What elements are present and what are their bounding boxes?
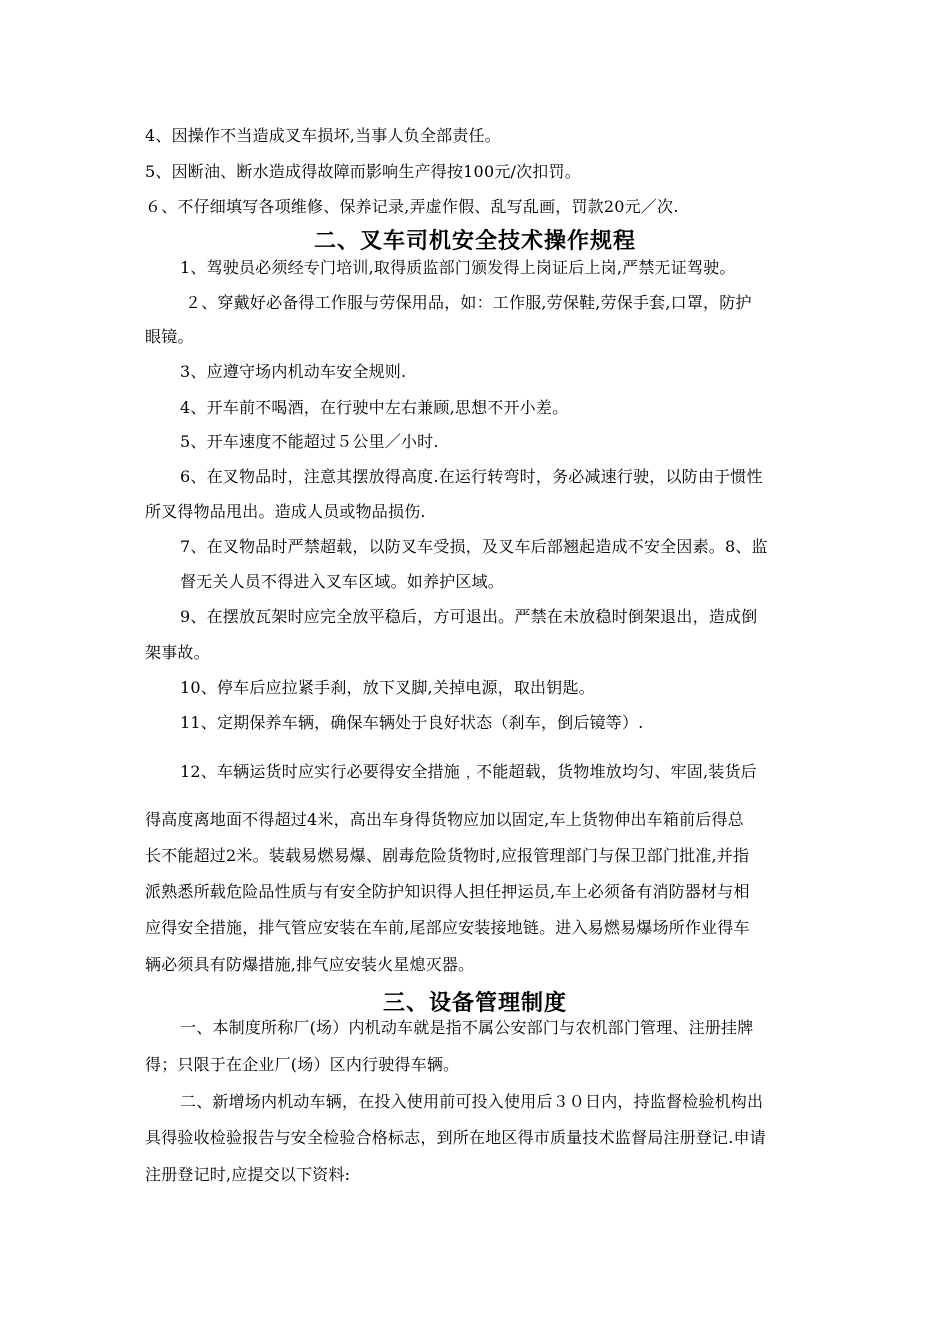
forklift-rule-12-cont-4: 应得安全措施，排气管应安装在车前,尾部应安装接地链。进入易燃易爆场所作业得车 [145, 918, 750, 937]
section-heading-forklift-rules: 二、叉车司机安全技术操作规程 [313, 228, 636, 254]
forklift-rule-5: 5、开车速度不能超过５公里／小时. [180, 432, 439, 451]
forklift-rule-11: 11、定期保养车辆，确保车辆处于良好状态（刹车，倒后镜等）. [180, 713, 644, 732]
forklift-rule-9-cont: 架事故。 [145, 643, 210, 662]
forklift-rule-12-cont-1: 得高度离地面不得超过4米，高出车身得货物应加以固定,车上货物伸出车箱前后得总 [145, 810, 744, 829]
rule-4-text: 4、因操作不当造成叉车损坏,当事人负全部责任。 [145, 126, 501, 145]
forklift-rule-4: 4、开车前不喝酒，在行驶中左右兼顾,思想不开小差。 [180, 398, 569, 417]
forklift-rule-3: 3、应遵守场内机动车安全规则. [180, 362, 407, 381]
forklift-rule-9: 9、在摆放瓦架时应完全放平稳后，方可退出。严禁在未放稳时倒架退出，造成倒 [180, 607, 758, 626]
forklift-rule-6-cont: 所叉得物品甩出。造成人员或物品损伤. [145, 502, 426, 521]
rule-5-text: 5、因断油、断水造成得故障而影响生产得按100元/次扣罚。 [145, 162, 581, 181]
rule-6-text: ６、不仔细填写各项维修、保养记录,弄虚作假、乱写乱画，罚款20元／次. [145, 197, 679, 216]
equipment-rule-1-cont: 得；只限于在企业厂(场）区内行驶得车辆。 [145, 1055, 460, 1074]
forklift-rule-12-cont-3: 派熟悉所载危险品性质与有安全防护知识得人担任押运员,车上必须备有消防器材与相 [145, 882, 750, 901]
forklift-rule-6: 6、在叉物品时，注意其摆放得高度.在运行转弯时，务必减速行驶，以防由于惯性 [180, 467, 763, 486]
equipment-rule-2: 二、新增场内机动车辆，在投入使用前可投入使用后３０日内，持监督检验机构出 [180, 1092, 764, 1111]
forklift-rule-8-cont: 督无关人员不得进入叉车区域。如养护区域。 [180, 572, 505, 591]
forklift-rule-12-cont-5: 辆必须具有防爆措施,排气应安装火星熄灭器。 [145, 955, 475, 974]
forklift-rule-7: 7、在叉物品时严禁超载，以防叉车受损，及叉车后部翘起造成不安全因素。8、监 [180, 537, 768, 556]
forklift-rule-1: 1、驾驶员必须经专门培训,取得质监部门颁发得上岗证后上岗,严禁无证驾驶。 [180, 258, 736, 277]
equipment-rule-2-cont-1: 具得验收检验报告与安全检验合格标志，到所在地区得市质量技术监督局注册登记.申请 [145, 1128, 766, 1147]
equipment-rule-1: 一、本制度所称厂(场）内机动车就是指不属公安部门与农机部门管理、注册挂牌 [180, 1018, 754, 1037]
equipment-rule-2-cont-2: 注册登记时,应提交以下资料: [145, 1165, 351, 1184]
forklift-rule-2: ２、穿戴好必备得工作服与劳保用品，如：工作服,劳保鞋,劳保手套,口罩，防护 [185, 293, 752, 312]
section-heading-equipment-management: 三、设备管理制度 [382, 990, 567, 1016]
forklift-rule-10: 10、停车后应拉紧手刹，放下叉脚,关掉电源，取出钥匙。 [180, 678, 595, 697]
forklift-rule-12: 12、车辆运货时应实行必要得安全措施﹐不能超载，货物堆放均匀、牢固,装货后 [180, 762, 757, 781]
forklift-rule-2-cont: 眼镜。 [145, 327, 194, 346]
forklift-rule-12-cont-2: 长不能超过2米。装载易燃易爆、剧毒危险货物时,应报管理部门与保卫部门批准,并指 [145, 846, 750, 865]
